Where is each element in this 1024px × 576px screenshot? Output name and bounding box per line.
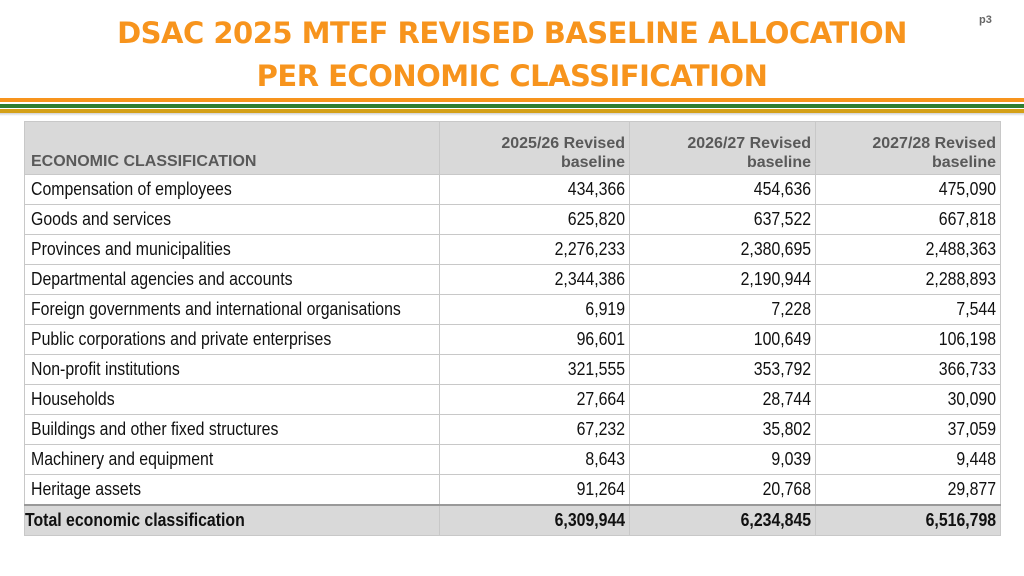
value-cell xyxy=(440,355,630,385)
value-cell xyxy=(440,475,630,506)
value-cell xyxy=(630,295,816,325)
cell-text: 106,198 xyxy=(938,329,996,349)
cell-text: 28,744 xyxy=(762,389,811,409)
cell-text: 29,877 xyxy=(947,479,996,499)
value-cell xyxy=(630,175,816,205)
cell-text: 96,601 xyxy=(576,329,625,349)
value-cell xyxy=(440,325,630,355)
value-cell xyxy=(816,445,1001,475)
value-cell xyxy=(440,265,630,295)
value-cell xyxy=(816,235,1001,265)
value-cell xyxy=(816,205,1001,235)
classification-cell xyxy=(25,295,440,325)
value-cell xyxy=(630,445,816,475)
value-cell xyxy=(816,385,1001,415)
classification-cell xyxy=(25,385,440,415)
classification-cell xyxy=(25,415,440,445)
cell-text: 353,792 xyxy=(753,359,811,379)
cell-text: 6,309,944 xyxy=(554,510,625,530)
column-header-classification xyxy=(25,122,440,175)
value-cell xyxy=(630,505,816,536)
cell-text: Public corporations and private enterprises xyxy=(31,329,332,349)
cell-text: Compensation of employees xyxy=(31,179,232,199)
column-header-text: ECONOMIC CLASSIFICATION xyxy=(31,153,257,170)
table-row xyxy=(25,295,1001,325)
cell-text: 9,448 xyxy=(956,449,996,469)
value-cell xyxy=(440,205,630,235)
value-cell xyxy=(630,415,816,445)
cell-text: Machinery and equipment xyxy=(31,449,214,469)
classification-cell xyxy=(25,445,440,475)
table-row xyxy=(25,355,1001,385)
value-cell xyxy=(816,505,1001,536)
cell-text: 2,344,386 xyxy=(554,269,625,289)
cell-text: 2,488,363 xyxy=(925,239,996,259)
classification-cell xyxy=(25,475,440,506)
classification-cell xyxy=(25,235,440,265)
table-row xyxy=(25,175,1001,205)
cell-text: 2,190,944 xyxy=(740,269,811,289)
value-cell xyxy=(630,355,816,385)
value-cell xyxy=(816,415,1001,445)
value-cell xyxy=(630,205,816,235)
classification-cell xyxy=(25,205,440,235)
cell-text: 6,234,845 xyxy=(740,510,811,530)
table-row xyxy=(25,445,1001,475)
cell-text: 35,802 xyxy=(762,419,811,439)
value-cell xyxy=(630,265,816,295)
value-cell xyxy=(630,235,816,265)
value-cell xyxy=(816,295,1001,325)
column-header-text: baseline xyxy=(931,154,996,171)
column-header-year-2 xyxy=(630,122,816,175)
value-cell xyxy=(816,175,1001,205)
value-cell xyxy=(630,475,816,506)
table-row xyxy=(25,265,1001,295)
cell-text: 2,380,695 xyxy=(740,239,811,259)
cell-text: 475,090 xyxy=(938,179,996,199)
cell-text: Buildings and other fixed structures xyxy=(31,419,279,439)
cell-text: Households xyxy=(31,389,115,409)
table-body xyxy=(25,175,1001,536)
classification-cell xyxy=(25,355,440,385)
value-cell xyxy=(440,415,630,445)
table-header-row xyxy=(25,122,1001,175)
cell-text: 667,818 xyxy=(938,209,996,229)
cell-text: 8,643 xyxy=(585,449,625,469)
cell-text: 20,768 xyxy=(762,479,811,499)
allocation-table xyxy=(24,121,1001,536)
column-header-text: baseline xyxy=(560,154,625,171)
cell-text: 6,919 xyxy=(585,299,625,319)
value-cell xyxy=(440,505,630,536)
value-cell xyxy=(816,325,1001,355)
value-cell xyxy=(440,235,630,265)
value-cell xyxy=(816,265,1001,295)
slide-title-line-2: PER ECONOMIC CLASSIFICATION xyxy=(256,59,768,93)
decorative-stripes xyxy=(0,98,1024,116)
cell-text: 625,820 xyxy=(567,209,625,229)
table-row xyxy=(25,325,1001,355)
column-header-text: baseline xyxy=(746,154,811,171)
cell-text: 2,276,233 xyxy=(554,239,625,259)
cell-text: 2,288,893 xyxy=(925,269,996,289)
cell-text: 91,264 xyxy=(576,479,625,499)
cell-text: 100,649 xyxy=(753,329,811,349)
value-cell xyxy=(816,475,1001,506)
classification-cell xyxy=(25,325,440,355)
cell-text: Heritage assets xyxy=(31,479,142,499)
cell-text: 434,366 xyxy=(567,179,625,199)
cell-text: Provinces and municipalities xyxy=(31,239,231,259)
cell-text: 6,516,798 xyxy=(925,510,996,530)
cell-text: 7,544 xyxy=(956,299,996,319)
value-cell xyxy=(440,385,630,415)
cell-text: Total economic classification xyxy=(25,510,245,530)
cell-text: 454,636 xyxy=(753,179,811,199)
cell-text: 67,232 xyxy=(576,419,625,439)
slide-title-line-1: DSAC 2025 MTEF REVISED BASELINE ALLOCATION xyxy=(117,16,907,50)
cell-text: Departmental agencies and accounts xyxy=(31,269,293,289)
table-row xyxy=(25,235,1001,265)
value-cell xyxy=(816,355,1001,385)
table-row xyxy=(25,385,1001,415)
value-cell xyxy=(630,385,816,415)
classification-cell xyxy=(25,265,440,295)
value-cell xyxy=(440,445,630,475)
table-row xyxy=(25,475,1001,506)
classification-cell xyxy=(25,175,440,205)
stripe-shadow xyxy=(0,113,1024,116)
column-header-text: 2025/26 Revised xyxy=(501,135,625,152)
cell-text: 637,522 xyxy=(753,209,811,229)
table-row xyxy=(25,415,1001,445)
cell-text: 7,228 xyxy=(771,299,811,319)
column-header-year-1 xyxy=(440,122,630,175)
cell-text: 37,059 xyxy=(947,419,996,439)
cell-text: 321,555 xyxy=(567,359,625,379)
cell-text: Goods and services xyxy=(31,209,172,229)
table-row xyxy=(25,205,1001,235)
value-cell xyxy=(630,325,816,355)
column-header-year-3 xyxy=(816,122,1001,175)
total-row xyxy=(25,505,1001,536)
value-cell xyxy=(440,175,630,205)
cell-text: 366,733 xyxy=(938,359,996,379)
classification-cell xyxy=(25,505,440,536)
column-header-text: 2026/27 Revised xyxy=(687,135,811,152)
value-cell xyxy=(440,295,630,325)
cell-text: 9,039 xyxy=(771,449,811,469)
slide-title xyxy=(0,12,1024,98)
column-header-text: 2027/28 Revised xyxy=(872,135,996,152)
cell-text: Non-profit institutions xyxy=(31,359,180,379)
cell-text: Foreign governments and international organisations xyxy=(31,299,401,319)
page-number: p3 xyxy=(979,14,992,26)
cell-text: 27,664 xyxy=(576,389,625,409)
cell-text: 30,090 xyxy=(947,389,996,409)
